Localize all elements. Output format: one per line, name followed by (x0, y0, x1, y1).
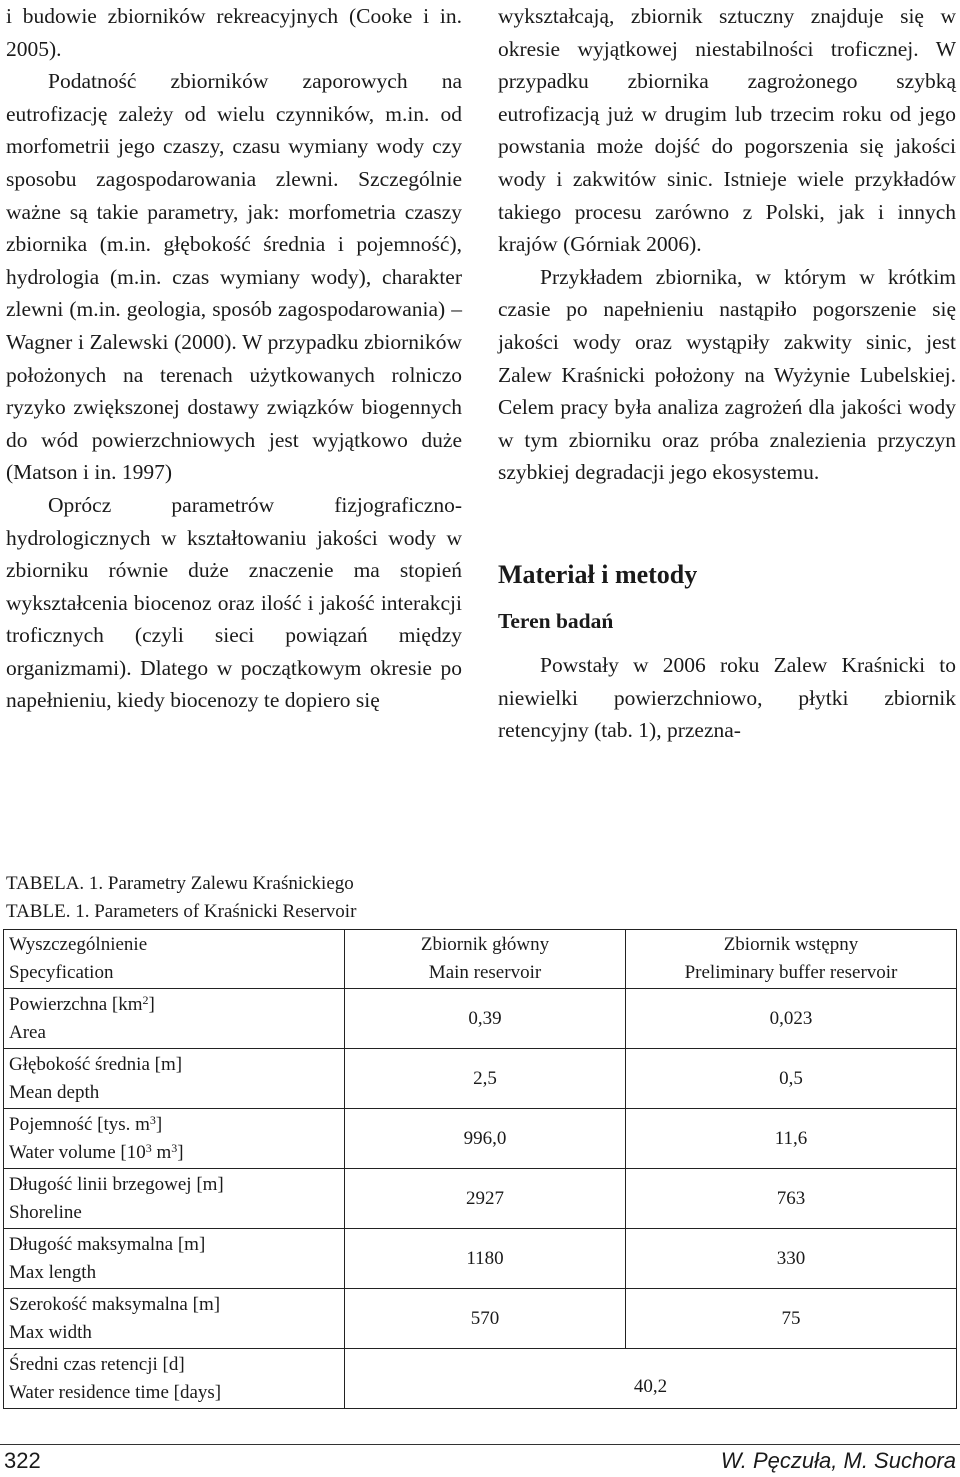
subsection-heading: Teren badań (498, 608, 614, 633)
row-label-en-unit: m (151, 1141, 172, 1163)
table-row (4, 989, 957, 1049)
section-heading: Materiał i metody (498, 559, 698, 589)
row-label-en-end: ] (177, 1141, 184, 1163)
table-row (4, 1349, 957, 1409)
row-label-pl: Głębokość średnia [m] (9, 1053, 183, 1075)
paragraph: Przykładem zbiornika, w którym w krótkim czasie po napełnieniu nastąpiło pogorszenie się jakości wody oraz wystąpiły zakwity sinic, jest Zalew Kraśnicki położony na Wyżynie Lubelskiej. Celem pracy była analiza zagrożeń dla jakości wody w tym zbiorniku oraz próba znalezienia przyczyn szybkiej degradacji jego ekosystemu. (498, 264, 956, 485)
paragraph: Oprócz parametrów fizjograficzno-hydrologicznych w kształtowaniu jakości wody w zbiorniku równie duże znaczenie ma stopień wykształcenia biocenoz oraz ilość i jakość interakcji troficznych (czyli sieci powiązań między organizmami). Dlatego w początkowym okresie po napełnieniu, kiedy biocenozy te dopiero się (6, 492, 462, 713)
row-label-pl: Szerokość maksymalna [m] (9, 1293, 221, 1315)
row-label-en: Max length (9, 1261, 97, 1283)
paragraph: i budowie zbiorników rekreacyjnych (Cooke i in. 2005). (6, 4, 462, 61)
running-authors: W. Pęczuła, M. Suchora (720, 1448, 956, 1473)
page-number: 322 (4, 1448, 41, 1473)
header-specification (4, 930, 345, 989)
row-label-en: Area (9, 1021, 46, 1043)
table-header-row (4, 930, 957, 989)
row-label (4, 1229, 345, 1289)
header-label-en: Specyfication (9, 962, 114, 983)
header-label-en: Preliminary buffer reservoir (684, 962, 898, 983)
header-label-en: Main reservoir (428, 962, 542, 983)
table-row (4, 1169, 957, 1229)
header-label-pl: Wyszczególnienie (9, 934, 148, 955)
row-label-pl: Długość maksymalna [m] (9, 1233, 206, 1255)
page-footer (0, 1444, 960, 1475)
cell-main: 0,39 (345, 989, 626, 1049)
cell-buffer: 763 (626, 1169, 957, 1229)
table-row (4, 1289, 957, 1349)
row-label-pl: Pojemność [tys. m (9, 1113, 150, 1135)
header-buffer-reservoir (626, 930, 957, 989)
row-label (4, 1049, 345, 1109)
paragraph: Powstały w 2006 roku Zalew Kraśnicki to niewielki powierzchniowo, płytki zbiornik retencyjny (tab. 1), przezna- (498, 652, 956, 743)
cell-buffer: 75 (626, 1289, 957, 1349)
cell-buffer: 0,5 (626, 1049, 957, 1109)
row-label-pl-end: ] (148, 993, 155, 1015)
row-label-en: Water residence time [days] (9, 1381, 222, 1403)
paragraph: wykształcają, zbiornik sztuczny znajduje się w okresie wyjątkowej niestabilności troficznej. W przypadku zbiornika zagrożonego szybką eutrofizacją już w drugim lub trzecim roku od jego powstania może dojść do pogorszenia się jakości wody i zakwitów sinic. Istnieje wiele przykładów takiego procesu zarówno z Polski, jak i innych krajów (Górniak 2006). (498, 4, 956, 257)
cell-main: 2927 (345, 1169, 626, 1229)
parameters-table (3, 929, 957, 1409)
table-row (4, 1229, 957, 1289)
row-label-en: Mean depth (9, 1081, 100, 1103)
left-column (6, 0, 462, 717)
superscript: 2 (142, 992, 149, 1007)
table-caption-en: TABLE. 1. Parameters of Kraśnicki Reservoir (6, 901, 357, 922)
row-label-en: Water volume [10 (9, 1141, 146, 1163)
table-row (4, 1049, 957, 1109)
cell-main: 2,5 (345, 1049, 626, 1109)
header-label-pl: Zbiornik wstępny (723, 934, 859, 955)
row-label-pl: Powierzchna [km (9, 993, 143, 1015)
row-label-pl-end: ] (155, 1113, 163, 1135)
row-label (4, 1289, 345, 1349)
cell-buffer: 0,023 (626, 989, 957, 1049)
row-label-en: Max width (9, 1321, 92, 1343)
row-label (4, 989, 345, 1049)
paragraph: Podatność zbiorników zaporowych na eutrofizację zależy od wielu czynników, m.in. od morfometrii jego czaszy, czasu wymiany wody czy sposobu zagospodarowania zlewni. Szczególnie ważne są takie parametry, jak: morfometria czaszy zbiornika (m.in. głębokość średnia i pojemność), hydrologia (m.in. czas wymiany wody), charakter zlewni (m.in. geologia, sposób zagospodarowania) – Wagner i Zalewski (2000). W przypadku zbiorników położonych na terenach użytkowanych rolniczo ryzyko zwiększonej dostawy związków biogennych do wód powierzchniowych jest wyjątkowo duże (Matson i in. 1997) (6, 69, 462, 485)
cell-merged: 40,2 (345, 1349, 957, 1409)
cell-main: 1180 (345, 1229, 626, 1289)
cell-buffer: 11,6 (626, 1109, 957, 1169)
row-label-pl: Długość linii brzegowej [m] (9, 1173, 224, 1195)
row-label (4, 1349, 345, 1409)
table-caption-pl: TABELA. 1. Parametry Zalewu Kraśnickiego (6, 873, 354, 894)
table-row (4, 1109, 957, 1169)
row-label (4, 1169, 345, 1229)
header-main-reservoir (345, 930, 626, 989)
header-label-pl: Zbiornik główny (420, 934, 550, 955)
superscript: 3 (171, 1140, 178, 1155)
cell-buffer: 330 (626, 1229, 957, 1289)
cell-main: 570 (345, 1289, 626, 1349)
row-label-en: Shoreline (9, 1201, 82, 1223)
right-column (498, 0, 956, 747)
superscript: 3 (149, 1112, 156, 1127)
row-label (4, 1109, 345, 1169)
table-caption (6, 870, 356, 926)
cell-main: 996,0 (345, 1109, 626, 1169)
superscript: 3 (145, 1140, 152, 1155)
row-label-pl: Średni czas retencji [d] (9, 1353, 185, 1375)
